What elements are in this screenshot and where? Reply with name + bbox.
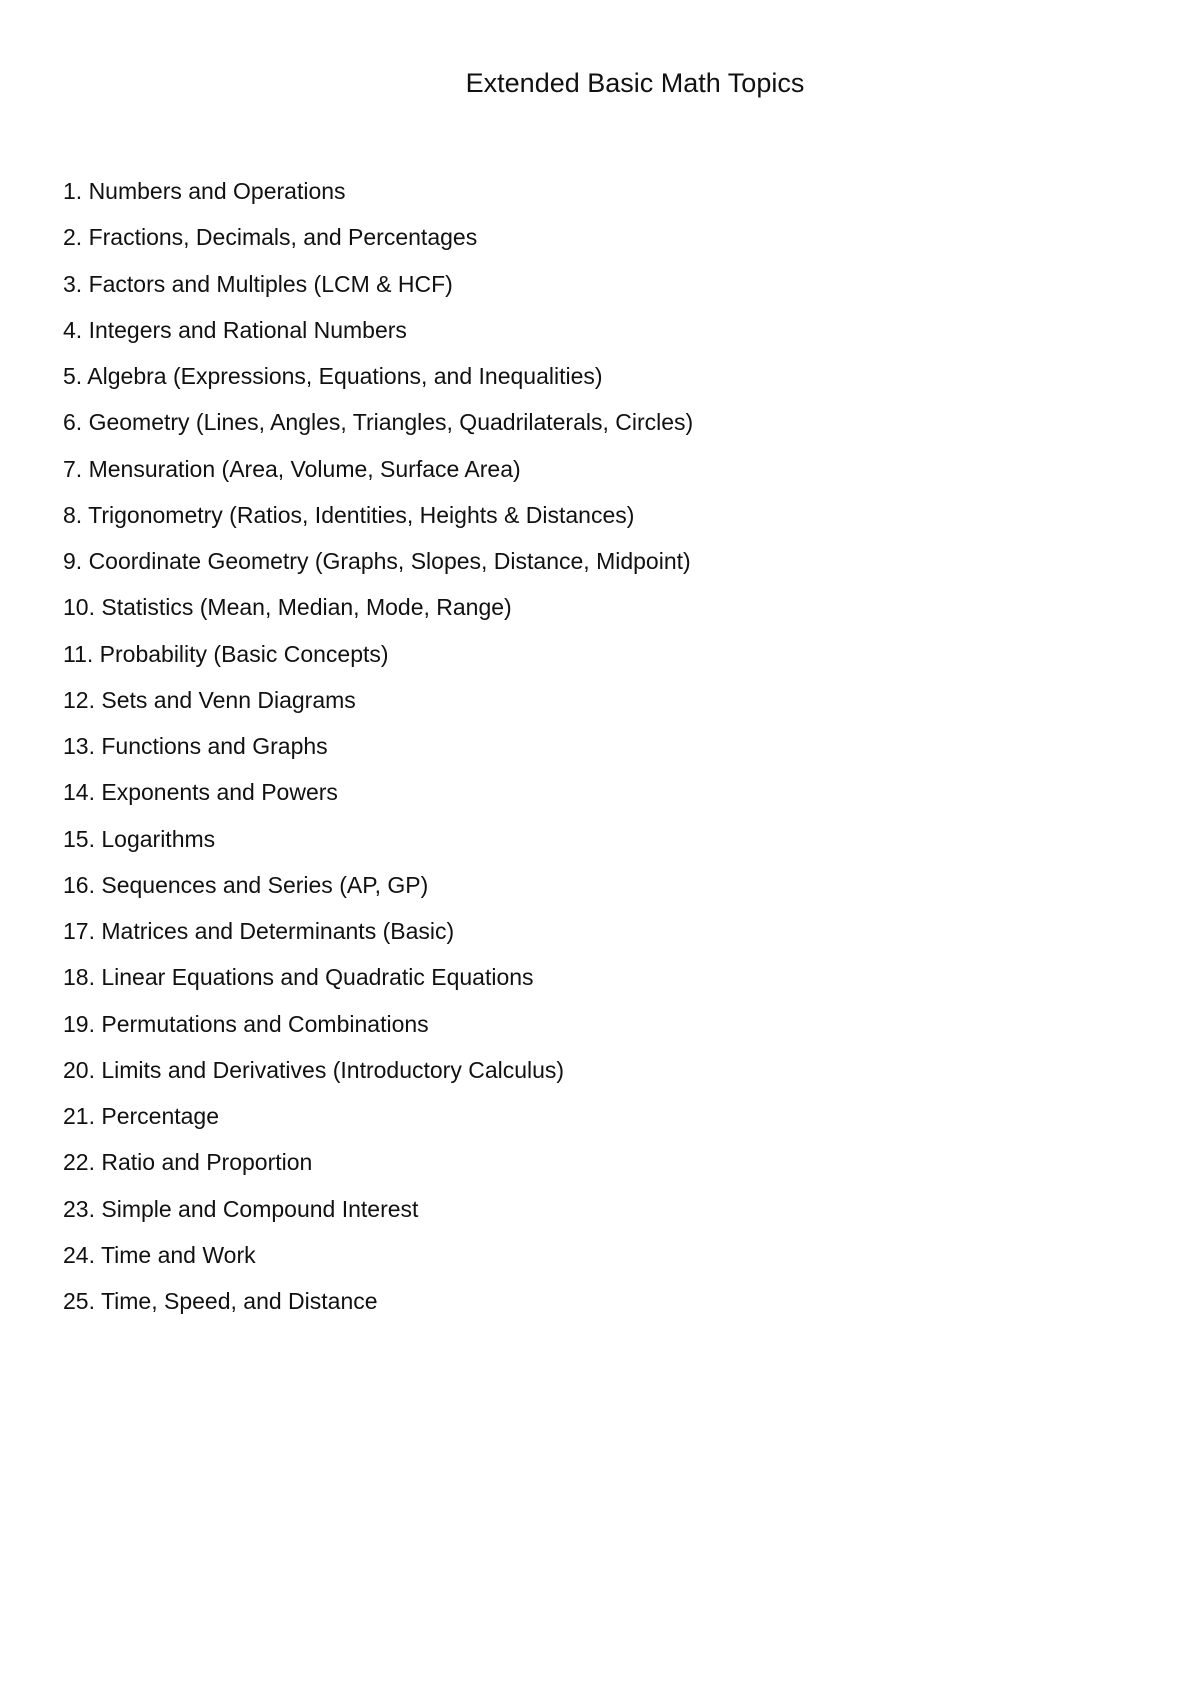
topic-item: 10. Statistics (Mean, Median, Mode, Range) [63,594,512,621]
topic-item: 15. Logarithms [63,825,216,852]
topic-list [63,178,693,1334]
topic-item: 6. Geometry (Lines, Angles, Triangles, Quadrilaterals, Circles) [63,409,694,436]
topic-item: 16. Sequences and Series (AP, GP) [63,871,429,898]
topic-item: 9. Coordinate Geometry (Graphs, Slopes, Distance, Midpoint) [63,548,691,574]
topic-item: 8. Trigonometry (Ratios, Identities, Heights & Distances) [63,501,635,528]
topic-item: 1. Numbers and Operations [63,178,346,204]
topic-item: 22. Ratio and Proportion [63,1149,313,1176]
topic-item: 3. Factors and Multiples (LCM & HCF) [63,270,453,297]
topic-item: 23. Simple and Compound Interest [63,1195,419,1222]
page-title: Extended Basic Math Topics [465,68,805,98]
topic-item: 19. Permutations and Combinations [63,1010,429,1037]
topic-item: 12. Sets and Venn Diagrams [63,686,356,713]
topic-item: 13. Functions and Graphs [63,733,328,759]
topic-item: 17. Matrices and Determinants (Basic) [63,918,455,944]
topic-item: 5. Algebra (Expressions, Equations, and Inequalities) [63,363,603,389]
topic-item: 4. Integers and Rational Numbers [63,316,407,343]
topic-item: 2. Fractions, Decimals, and Percentages [63,224,478,251]
topic-item: 11. Probability (Basic Concepts) [63,640,389,667]
topic-item: 21. Percentage [63,1103,220,1129]
topic-item: 18. Linear Equations and Quadratic Equations [63,964,534,991]
topic-item: 14. Exponents and Powers [63,779,338,806]
topic-item: 25. Time, Speed, and Distance [63,1288,378,1314]
topic-item: 24. Time and Work [63,1241,256,1268]
topic-item: 7. Mensuration (Area, Volume, Surface Area) [63,455,521,482]
topic-item: 20. Limits and Derivatives (Introductory Calculus) [63,1056,565,1083]
